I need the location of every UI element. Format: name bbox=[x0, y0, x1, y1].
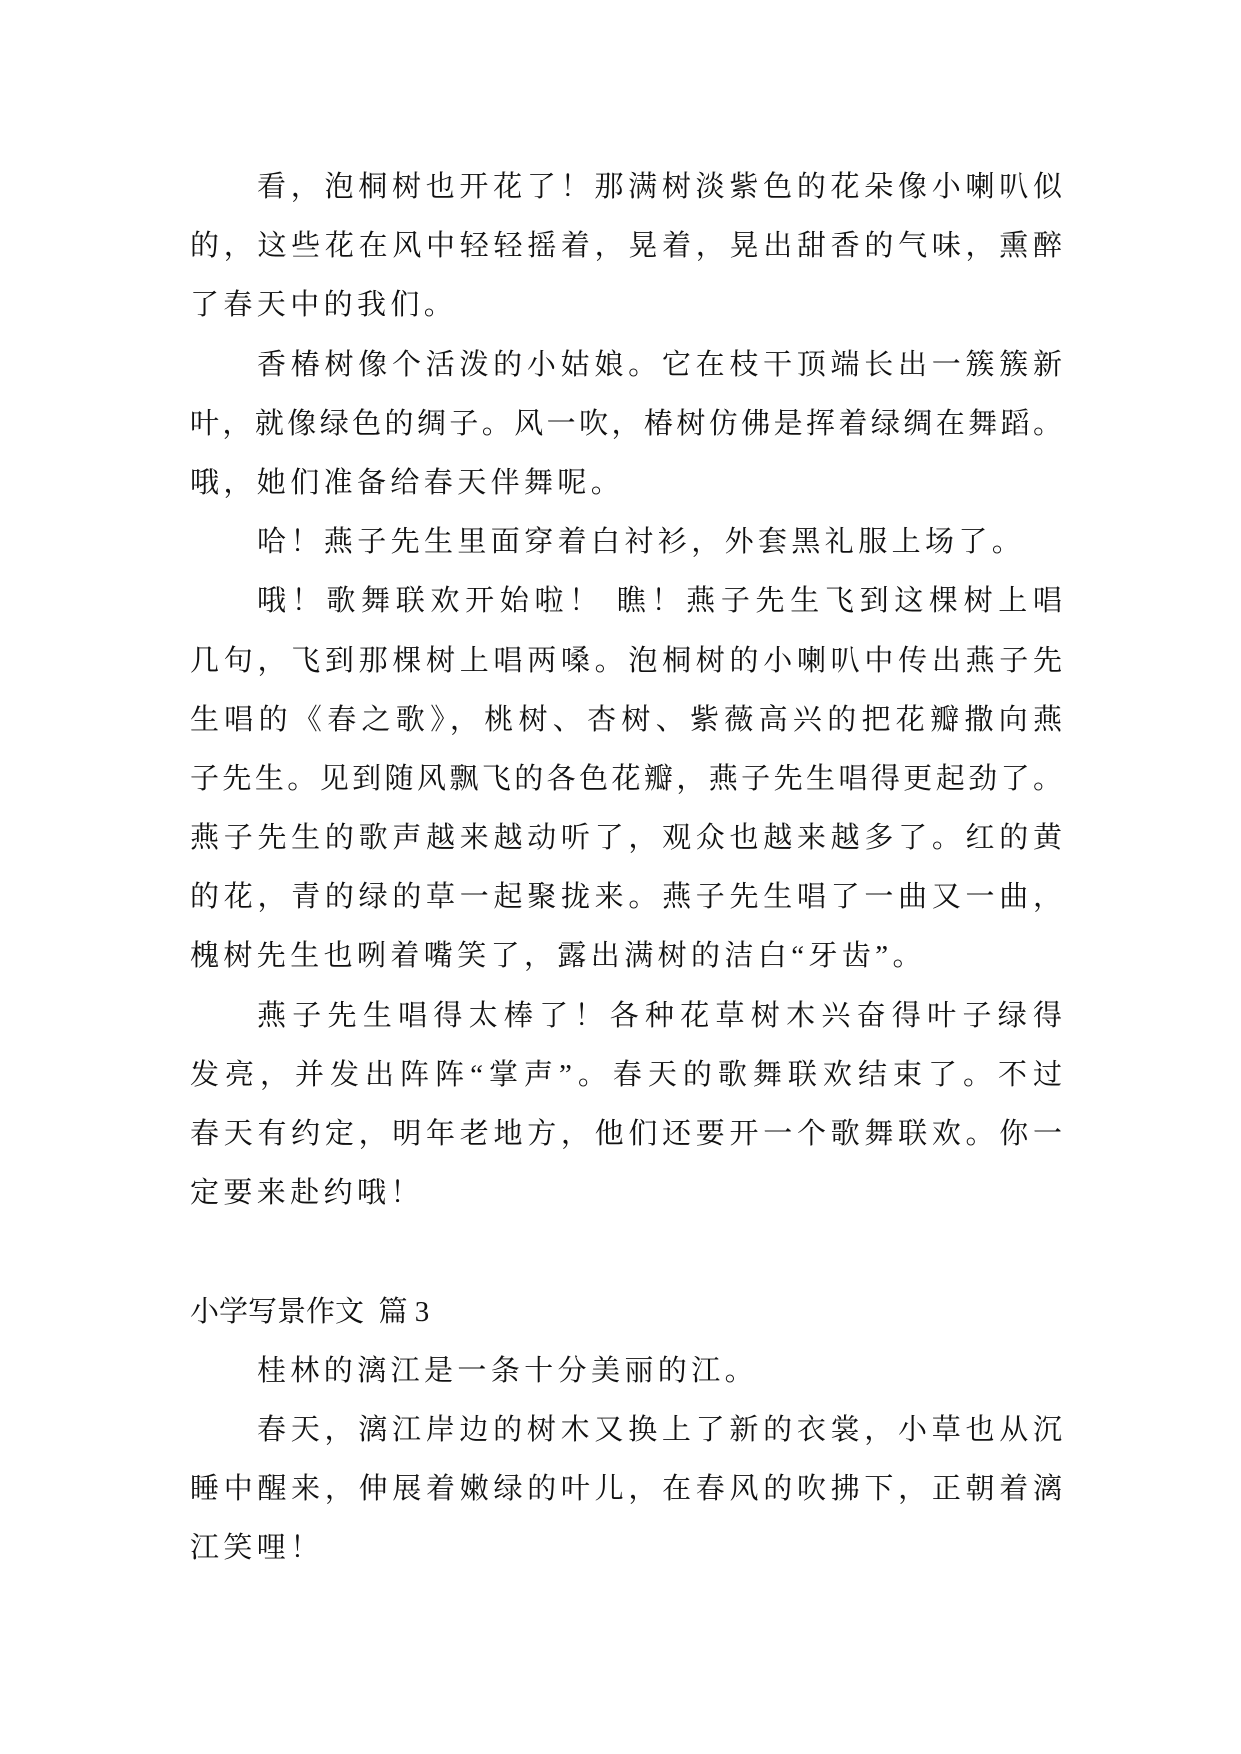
paragraph-line: 哦，她们准备给春天伴舞呢。 bbox=[190, 466, 625, 499]
paragraph-line: 春天有约定，明年老地方，他们还要开一个歌舞联欢。你一 bbox=[190, 1118, 1062, 1150]
paragraph bbox=[190, 513, 1062, 572]
paragraph bbox=[190, 1401, 1062, 1579]
paragraph-line: 哦！歌舞联欢开始啦！ 瞧！燕子先生飞到这棵树上唱 bbox=[257, 585, 1062, 618]
paragraph-line: 江笑哩！ bbox=[190, 1532, 324, 1565]
paragraph-line: 叶，就像绿色的绸子。风一吹，椿树仿佛是挥着绿绸在舞蹈。 bbox=[190, 407, 1062, 440]
paragraph bbox=[190, 572, 1062, 986]
paragraph-line: 了春天中的我们。 bbox=[190, 289, 458, 322]
paragraph-line: 的，这些花在风中轻轻摇着，晃着，晃出甜香的气味，熏醉 bbox=[190, 230, 1062, 263]
paragraph-line: 生唱的《春之歌》，桃树、杏树、紫薇高兴的把花瓣撒向燕 bbox=[190, 703, 1062, 736]
paragraph-line: 几句，飞到那棵树上唱两嗓。泡桐树的小喇叭中传出燕子先 bbox=[190, 644, 1062, 677]
paragraph-line: 发亮，并发出阵阵“掌声”。春天的歌舞联欢结束了。不过 bbox=[190, 1058, 1062, 1091]
paragraph-line: 槐树先生也咧着嘴笑了，露出满树的洁白“牙齿”。 bbox=[190, 940, 926, 973]
paragraph-line: 桂林的漓江是一条十分美丽的江。 bbox=[257, 1354, 759, 1387]
paragraph bbox=[190, 987, 1062, 1224]
paragraph-line: 子先生。见到随风飘飞的各色花瓣，燕子先生唱得更起劲了。 bbox=[190, 762, 1062, 795]
paragraph bbox=[190, 336, 1062, 514]
paragraph-line: 香椿树像个活泼的小姑娘。它在枝干顶端长出一簇簇新 bbox=[257, 348, 1062, 381]
paragraph-line: 睡中醒来，伸展着嫩绿的叶儿，在春风的吹拂下，正朝着漓 bbox=[190, 1473, 1062, 1506]
paragraph-line: 看，泡桐树也开花了！那满树淡紫色的花朵像小喇叭似 bbox=[257, 171, 1062, 203]
paragraph-line: 哈！燕子先生里面穿着白衬衫，外套黑礼服上场了。 bbox=[257, 526, 1026, 559]
paragraph-line: 定要来赴约哦！ bbox=[190, 1177, 424, 1210]
paragraph-line: 的花，青的绿的草一起聚拢来。燕子先生唱了一曲又一曲， bbox=[190, 881, 1062, 914]
paragraph-line: 燕子先生唱得太棒了！各种花草树木兴奋得叶子绿得 bbox=[257, 999, 1062, 1032]
paragraph bbox=[190, 1342, 1062, 1401]
document-body bbox=[190, 158, 1062, 1579]
paragraph bbox=[190, 158, 1062, 336]
section-heading: 小学写景作文 篇 3 bbox=[190, 1295, 430, 1328]
paragraph-line: 春天，漓江岸边的树木又换上了新的衣裳，小草也从沉 bbox=[257, 1413, 1062, 1446]
paragraph-line: 燕子先生的歌声越来越动听了，观众也越来越多了。红的黄 bbox=[190, 822, 1062, 855]
